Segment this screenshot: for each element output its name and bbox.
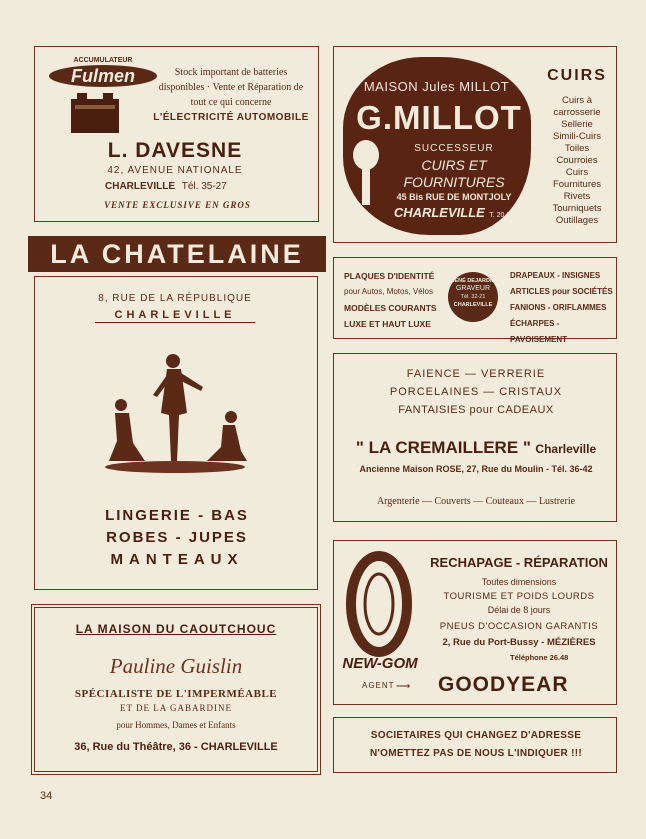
millot-item: Sellerie <box>561 119 593 130</box>
seal-mid: GRAVEUR <box>455 285 491 292</box>
chatelaine-city: CHARLEVILLE <box>95 309 255 323</box>
millot-item: Toiles <box>564 143 590 154</box>
three-women-illustration <box>95 351 255 481</box>
battery-icon <box>67 91 127 135</box>
newgom-l4: PNEUS D'OCCASION GARANTIS <box>439 621 599 632</box>
goodyear-logo: GOODYEAR <box>438 673 569 696</box>
tire-icon <box>346 551 412 657</box>
dejardin-left-item: pour Autos, Motos, Vélos <box>344 287 433 296</box>
notice-line2: N'OMETTEZ PAS DE NOUS L'INDIQUER !!! <box>369 748 583 759</box>
caoutchouc-title: LA MAISON DU CAOUTCHOUC <box>75 622 277 636</box>
cremaillere-name-line <box>338 438 614 458</box>
davesne-footer: VENTE EXCLUSIVE EN GROS <box>104 200 251 210</box>
address-notice <box>333 717 617 773</box>
dejardin-left-item: MODÈLES COURANTS <box>344 303 437 313</box>
newgom-ad <box>333 540 617 705</box>
davesne-tel: Tél. 35-27 <box>181 181 227 192</box>
cremaillere-address: Ancienne Maison ROSE, 27, Rue du Moulin - Tél. 36-42 <box>359 464 593 474</box>
millot-name: G.MILLOT <box>356 99 522 136</box>
cremaillere-line1: FAIENCE — VERRERIE <box>406 368 546 380</box>
davesne-city-line <box>105 181 285 192</box>
chatelaine-address: 8, RUE DE LA RÉPUBLIQUE <box>98 293 252 304</box>
cremaillere-line2: PORCELAINES — CRISTAUX <box>389 386 563 398</box>
dejardin-left-list <box>344 268 450 332</box>
dejardin-right-item: ÉCHARPES - PAVOISEMENT <box>510 319 568 344</box>
logo-top-text: ACCUMULATEUR <box>73 57 133 64</box>
chatelaine-banner: LA CHATELAINE <box>28 236 326 272</box>
newgom-l5: 2, Rue du Port-Bussy - MÉZIÈRES <box>442 637 596 648</box>
cremaillere-name: " LA CREMAILLERE " <box>355 438 531 457</box>
dejardin-right-list <box>510 268 614 348</box>
newgom-brand: NEW-GOM <box>342 655 418 672</box>
caoutchouc-ad <box>34 607 318 772</box>
davesne-city: CHARLEVILLE <box>105 181 175 192</box>
dejardin-ad <box>333 257 617 344</box>
chatelaine-line2: ROBES - JUPES <box>106 529 248 546</box>
millot-item: Outillages <box>555 215 599 226</box>
millot-address: 45 Bis RUE DE MONTJOLY <box>396 192 512 202</box>
cremaillere-line3: FANTAISIES pour CADEAUX <box>398 404 554 416</box>
newgom-l3: Délai de 8 jours <box>487 605 551 615</box>
millot-fournitures: FOURNITURES <box>403 174 505 190</box>
caoutchouc-address: 36, Rue du Théâtre, 36 - CHARLEVILLE <box>74 741 278 753</box>
fulmen-logo <box>47 57 159 137</box>
davesne-name: L. DAVESNE <box>107 139 243 162</box>
stock-text: Stock important de batteries disponibles · Vente et Réparation de tout ce qui concerne <box>158 67 304 108</box>
logo-brand: Fulmen <box>49 65 157 87</box>
seal-top: RENÉ DEJARDIN <box>450 278 496 284</box>
millot-item: Fournitures <box>552 179 602 190</box>
davesne-ad <box>34 46 319 222</box>
elec-text: L'ÉLECTRICITÉ AUTOMOBILE <box>153 112 309 123</box>
millot-ad <box>333 46 617 243</box>
notice-line1: SOCIETAIRES QUI CHANGEZ D'ADRESSE <box>370 730 582 741</box>
caoutchouc-spec2: ET DE LA GABARDINE <box>119 703 233 713</box>
davesne-address: 42, AVENUE NATIONALE <box>107 165 243 176</box>
millot-item: Tourniquets <box>552 203 602 214</box>
millot-items <box>539 95 615 227</box>
millot-item: Rivets <box>563 191 591 202</box>
millot-tel: T. 20.29 <box>489 212 515 219</box>
cremaillere-footer: Argenterie — Couverts — Couteaux — Lustrerie <box>376 496 576 507</box>
millot-maison: MAISON Jules MILLOT <box>363 79 510 94</box>
newgom-l6: Téléphone 26.48 <box>510 653 569 662</box>
millot-item: carrosserie <box>553 107 601 118</box>
dejardin-seal <box>448 272 498 322</box>
seal-tel: Tél. 32-21 <box>460 294 486 300</box>
newgom-title: RECHAPAGE - RÉPARATION <box>430 555 608 570</box>
newgom-l2: TOURISME ET POIDS LOURDS <box>443 591 595 602</box>
dejardin-left-item: PLAQUES D'IDENTITÉ <box>344 271 435 281</box>
millot-item: Cuirs <box>565 167 589 178</box>
newgom-l1: Toutes dimensions <box>481 577 557 587</box>
millot-city: CHARLEVILLE <box>393 205 485 220</box>
leather-tool-icon <box>348 139 386 209</box>
millot-successeur: SUCCESSEUR <box>414 143 494 154</box>
millot-item: Cuirs à <box>561 95 593 106</box>
caoutchouc-spec1: SPÉCIALISTE DE L'IMPERMÉABLE <box>74 688 278 700</box>
millot-city-line <box>384 204 524 222</box>
caoutchouc-spec3: pour Hommes, Dames et Enfants <box>116 720 236 730</box>
cremaillere-ad <box>333 353 617 522</box>
millot-item: Simili-Cuirs <box>552 131 602 142</box>
millot-cuirs-et: CUIRS ET <box>421 157 487 173</box>
dejardin-right-item: ARTICLES pour SOCIÉTÉS <box>510 287 613 296</box>
caoutchouc-owner: Pauline Guislin <box>109 654 243 678</box>
arrow-icon: ⟶ <box>396 681 411 692</box>
newgom-agent: AGENT <box>362 681 395 690</box>
chatelaine-line3: MANTEAUX <box>110 551 244 568</box>
chatelaine-line1: LINGERIE - BAS <box>105 507 249 524</box>
dejardin-right-item: FANIONS - ORIFLAMMES <box>510 303 607 312</box>
dejardin-left-item: LUXE ET HAUT LUXE <box>344 319 431 329</box>
chatelaine-ad <box>34 276 318 590</box>
millot-cuirs-title: CUIRS <box>547 67 607 84</box>
dejardin-right-item: DRAPEAUX - INSIGNES <box>510 271 601 280</box>
millot-item: Courroies <box>556 155 598 166</box>
cremaillere-city: Charleville <box>535 442 597 456</box>
page-number: 34 <box>40 790 53 802</box>
seal-bot: CHARLEVILLE <box>453 302 493 308</box>
